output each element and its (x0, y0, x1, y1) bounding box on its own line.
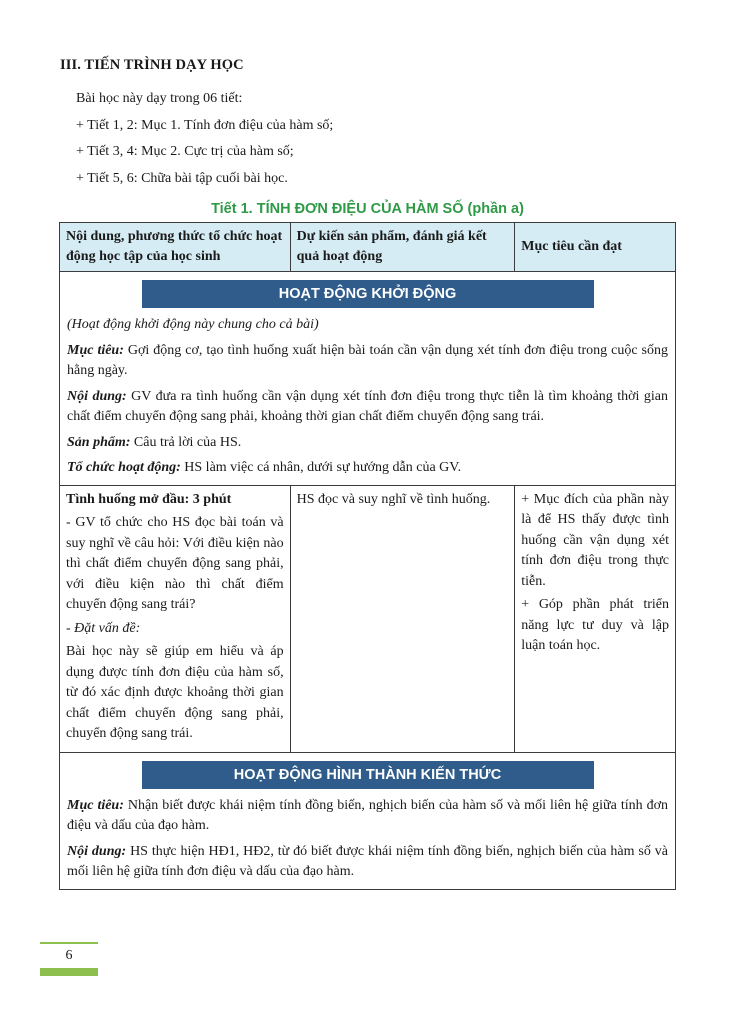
startup-product-text: Câu trả lời của HS. (130, 434, 242, 450)
knowledge-goal (67, 796, 668, 837)
startup-organization (67, 458, 668, 479)
situation-title: Tình huống mở đầu: 3 phút (66, 491, 232, 507)
startup-product-label: Sản phẩm: (67, 434, 131, 450)
knowledge-goal-text: Nhận biết được khái niệm tính đồng biến, nghịch biến của hàm số và mối liên hệ giữa tính đơn điệu và dấu của đạo hàm. (67, 797, 669, 833)
startup-activity-row (60, 272, 676, 486)
header-content-method: Nội dung, phương thức tổ chức hoạt động học tập của học sinh (60, 223, 291, 272)
schedule-item-3: + Tiết 5, 6: Chữa bài tập cuối bài học. (76, 170, 288, 186)
startup-goal-label: Mục tiêu: (67, 342, 124, 358)
knowledge-content-text: HS thực hiện HĐ1, HĐ2, từ đó biết được khái niệm tính đồng biến, nghịch biến của hàm số và mối liên hệ giữa tính đơn điệu và dấu của đạo hàm. (67, 843, 668, 879)
startup-content (67, 387, 668, 428)
header-expected-product: Dự kiến sản phẩm, đánh giá kết quả hoạt động (290, 223, 515, 272)
lesson-schedule (76, 86, 333, 192)
startup-content-label: Nội dung: (67, 388, 127, 404)
schedule-intro-line: Bài học này dạy trong 06 tiết: (76, 91, 243, 106)
table-header-row (60, 223, 676, 272)
knowledge-goal-label: Mục tiêu: (67, 797, 124, 813)
schedule-item-2: + Tiết 3, 4: Mục 2. Cực trị của hàm số; (76, 144, 294, 159)
startup-product (67, 433, 668, 454)
situation-row (60, 485, 676, 752)
startup-goal (67, 341, 668, 382)
knowledge-activity-banner: HOẠT ĐỘNG HÌNH THÀNH KIẾN THỨC (142, 761, 594, 789)
page-number-accent-bar (40, 968, 98, 976)
header-goal: Mục tiêu cần đạt (515, 223, 676, 272)
schedule-item-1: + Tiết 1, 2: Mục 1. Tính đơn điệu của hàm số; (76, 117, 334, 133)
situation-method-cell (60, 485, 291, 752)
situation-product-text: HS đọc và suy nghĩ về tình huống. (296, 491, 491, 507)
situation-instruction: - GV tổ chức cho HS đọc bài toán và suy nghĩ về câu hỏi: Với điều kiện nào thì chất điểm chuyển động sang phải, với điều kiện nào thì chất điểm chuyển động sang trái? (66, 515, 284, 612)
lesson-plan-table (59, 222, 676, 890)
page-number: 6 (65, 948, 73, 963)
situation-goal-cell (515, 485, 676, 752)
situation-problem-label: - Đặt vấn đề: (66, 620, 141, 636)
section-heading: III. TIẾN TRÌNH DẠY HỌC (60, 57, 244, 73)
startup-note: (Hoạt động khởi động này chung cho cả bài) (67, 317, 319, 332)
startup-org-label: Tổ chức hoạt động: (67, 460, 181, 475)
startup-goal-text: Gợi động cơ, tạo tình huống xuất hiện bài toán cần vận dụng xét tính đơn điệu trong cuộc sống hằng ngày. (67, 342, 669, 378)
situation-goal-1: + Mục đích của phần này là để HS thấy được tình huống cần vận dụng xét tính đơn điệu trong thực tiễn. (521, 491, 669, 589)
situation-goal-2: + Góp phần phát triển năng lực tư duy và lập luận toán học. (521, 597, 669, 653)
situation-product-cell (290, 485, 515, 752)
startup-content-text: GV đưa ra tình huống cần vận dụng xét tính đơn điệu trong thực tiễn là tìm khoảng thời gian chất điểm chuyển động sang phải, khoảng thời gian chất điểm chuyển động sang trái. (67, 388, 668, 424)
situation-problem-text: Bài học này sẽ giúp em hiểu và áp dụng được tính đơn điệu của hàm số, từ đó xác định được khoảng thời gian chất điểm chuyển động sang phải, chuyển động sang trái. (66, 644, 284, 741)
startup-activity-banner: HOẠT ĐỘNG KHỞI ĐỘNG (142, 280, 594, 308)
knowledge-content-label: Nội dung: (67, 843, 127, 859)
page-number-footer (40, 942, 98, 974)
lesson-title: Tiết 1. TÍNH ĐƠN ĐIỆU CỦA HÀM SỐ (phần a) (211, 201, 524, 217)
knowledge-activity-row (60, 752, 676, 889)
knowledge-content (67, 842, 668, 883)
startup-org-text: HS làm việc cá nhân, dưới sự hướng dẫn của GV. (180, 460, 462, 475)
